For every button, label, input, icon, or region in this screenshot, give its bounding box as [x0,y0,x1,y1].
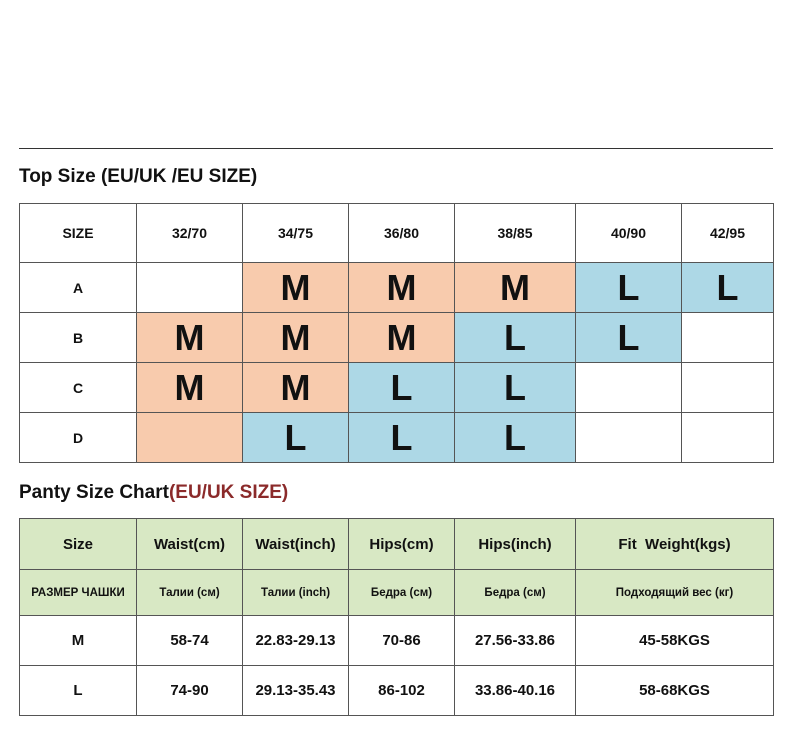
size-cell: L [455,413,576,463]
size-cell: L [455,363,576,413]
panty-cell: 86-102 [349,666,455,716]
cup-row-c [20,363,774,413]
size-cell: M [455,263,576,313]
panty-header-row-en [20,519,774,570]
size-cell: M [349,263,455,313]
top-size-header-row [20,204,774,263]
panty-size-table [19,518,774,716]
size-cell: M [137,363,243,413]
header-38-85: 38/85 [455,204,576,263]
header-34-75: 34/75 [243,204,349,263]
panty-cell: 70-86 [349,616,455,666]
size-cell: M [243,313,349,363]
panty-cell: 74-90 [137,666,243,716]
top-size-table [19,203,774,463]
size-cell: L [576,313,682,363]
cup-label: A [20,263,137,313]
header-36-80: 36/80 [349,204,455,263]
cup-row-d [20,413,774,463]
panty-cell: 29.13-35.43 [243,666,349,716]
panty-header-cell: Waist(cm) [137,519,243,570]
header-40-90: 40/90 [576,204,682,263]
cup-row-b [20,313,774,363]
size-cell: L [243,413,349,463]
size-cell: L [455,313,576,363]
panty-header-cell-ru: Талии (см) [137,570,243,616]
panty-header-cell-ru: Бедра (см) [349,570,455,616]
top-size-title-text: Top Size (EU/UK /EU SIZE) [19,166,258,187]
panty-header-cell: Hips(inch) [455,519,576,570]
panty-cell: 58-74 [137,616,243,666]
size-cell: M [349,313,455,363]
panty-size-label: M [20,616,137,666]
panty-cell: 27.56-33.86 [455,616,576,666]
header-32-70: 32/70 [137,204,243,263]
size-cell [682,413,774,463]
size-cell: M [243,263,349,313]
panty-header-cell: Hips(cm) [349,519,455,570]
header-42-95: 42/95 [682,204,774,263]
size-cell: M [243,363,349,413]
panty-header-cell-ru: Талии (inch) [243,570,349,616]
panty-cell: 58-68KGS [576,666,774,716]
panty-cell: 33.86-40.16 [455,666,576,716]
panty-size-title [19,482,288,504]
size-cell: M [137,313,243,363]
cup-row-a [20,263,774,313]
cup-label: B [20,313,137,363]
size-cell [576,413,682,463]
size-cell [682,313,774,363]
cup-label: C [20,363,137,413]
size-cell: L [576,263,682,313]
panty-header-cell: Fit Weight(kgs) [576,519,774,570]
size-cell: L [682,263,774,313]
panty-row-l [20,666,774,716]
top-divider [19,148,773,149]
size-cell: L [349,413,455,463]
top-size-title [19,166,257,188]
size-cell: L [349,363,455,413]
size-cell [682,363,774,413]
panty-header-cell-ru: Подходящий вес (кг) [576,570,774,616]
panty-title-suffix: (EU/UK SIZE) [168,482,289,503]
panty-header-cell: Size [20,519,137,570]
panty-size-label: L [20,666,137,716]
panty-cell: 45-58KGS [576,616,774,666]
panty-row-m [20,616,774,666]
panty-header-cell-ru: РАЗМЕР ЧАШКИ [20,570,137,616]
panty-header-row-ru [20,570,774,616]
panty-title-prefix: Panty Size Chart [19,482,169,503]
header-size: SIZE [20,204,137,263]
panty-header-cell: Waist(inch) [243,519,349,570]
size-cell [137,263,243,313]
panty-header-cell-ru: Бедра (см) [455,570,576,616]
cup-label: D [20,413,137,463]
panty-cell: 22.83-29.13 [243,616,349,666]
size-cell [576,363,682,413]
size-cell [137,413,243,463]
